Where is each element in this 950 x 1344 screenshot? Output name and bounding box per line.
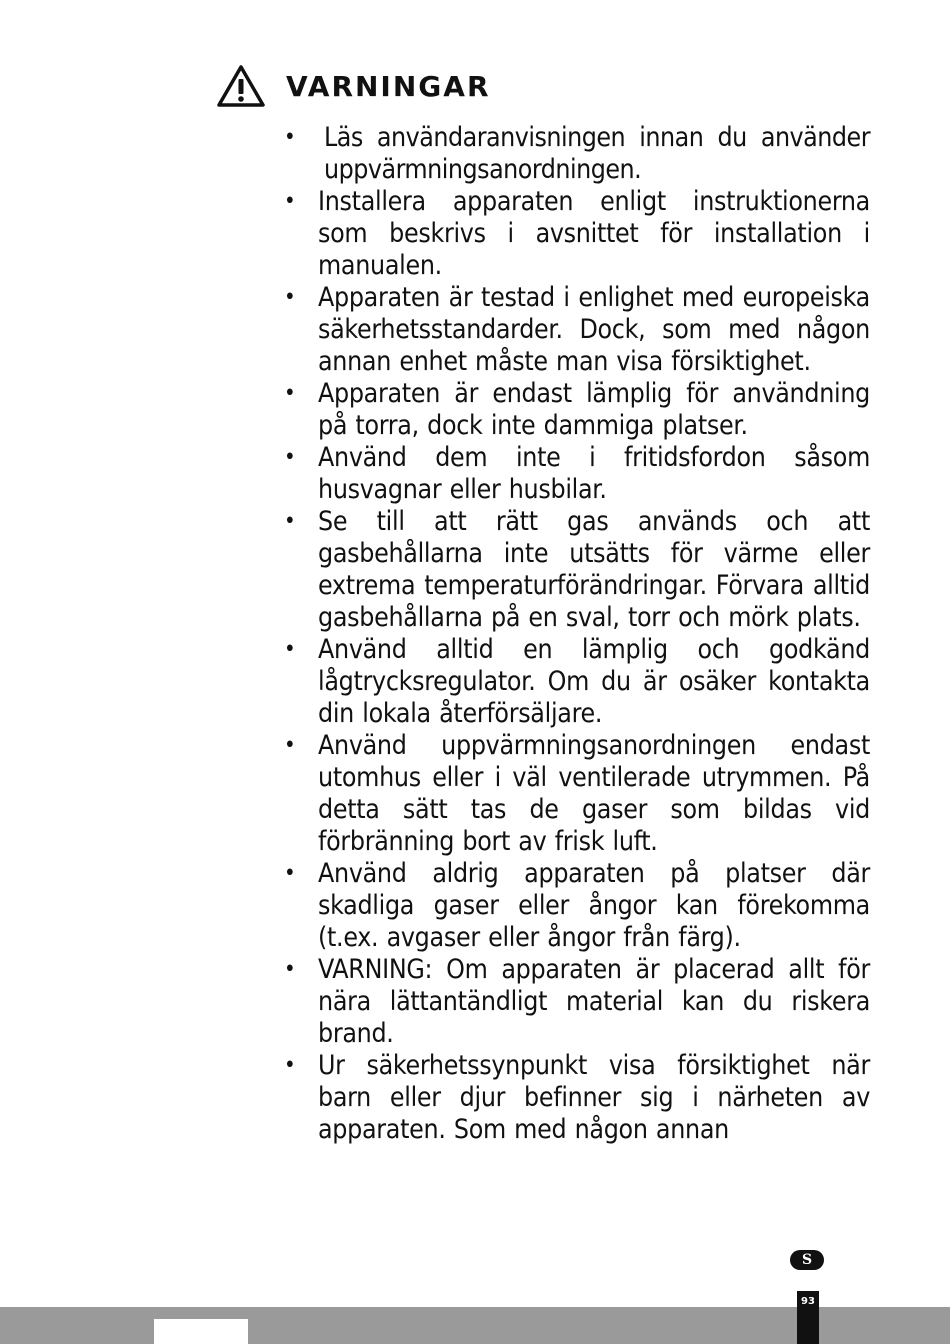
bullet-icon: •	[284, 381, 296, 406]
language-badge: S	[790, 1250, 824, 1270]
warning-text: Apparaten är testad i enlighet med europeiska säkerhetsstandarder. Dock, som med någon annan enhet måste man visa försiktighet.	[318, 282, 870, 377]
warning-item	[284, 858, 870, 954]
warning-text: Använd aldrig apparaten på platser där skadliga gaser eller ångor kan förekomma (t.ex. avgaser eller ångor från färg).	[318, 858, 870, 953]
warning-text: Installera apparaten enligt instruktionerna som beskrivs i avsnittet för installation i manualen.	[318, 186, 870, 281]
warning-item	[284, 282, 870, 378]
warning-item	[284, 186, 870, 282]
warning-text: Använd dem inte i fritidsfordon såsom husvagnar eller husbilar.	[318, 442, 870, 505]
footer-marker	[154, 1319, 248, 1344]
page-title: VARNINGAR	[286, 69, 491, 103]
bullet-icon: •	[284, 957, 296, 982]
warning-item	[284, 730, 870, 858]
bullet-icon: •	[284, 189, 296, 214]
warning-item	[284, 442, 870, 506]
warning-text: Se till att rätt gas används och att gasbehållarna inte utsätts för värme eller extrema temperaturförändringar. Förvara alltid gasbehållarna på en sval, torr och mörk plats.	[318, 506, 870, 633]
warning-item	[284, 1050, 870, 1146]
warning-text: Ur säkerhetssynpunkt visa försiktighet när barn eller djur befinner sig i närheten av apparaten. Som med någon annan	[318, 1050, 870, 1145]
bullet-icon: •	[284, 733, 296, 758]
warning-text: Läs användaranvisningen innan du använder uppvärmningsanordningen.	[324, 122, 870, 185]
warning-item	[284, 954, 870, 1050]
warning-text: Apparaten är endast lämplig för användning på torra, dock inte dammiga platser.	[318, 378, 870, 441]
warning-item	[284, 122, 870, 186]
warning-text: Använd alltid en lämplig och godkänd lågtrycksregulator. Om du är osäker kontakta din lokala återförsäljare.	[318, 634, 870, 729]
page-number: 93	[797, 1291, 819, 1344]
bullet-icon: •	[284, 637, 296, 662]
bullet-icon: •	[284, 285, 296, 310]
warning-item	[284, 378, 870, 442]
bullet-icon: •	[284, 509, 296, 534]
warning-text: VARNING: Om apparaten är placerad allt för nära lättantändligt material kan du riskera brand.	[318, 954, 870, 1049]
warning-text: Använd uppvärmningsanordningen endast utomhus eller i väl ventilerade utrymmen. På detta sätt tas de gaser som bildas vid förbränning bort av frisk luft.	[318, 730, 870, 857]
bullet-icon: •	[284, 1053, 296, 1078]
bullet-icon: •	[284, 861, 296, 886]
warning-item	[284, 634, 870, 730]
warning-list	[284, 122, 870, 1146]
bullet-icon: •	[284, 445, 296, 470]
warning-triangle-icon	[216, 64, 266, 108]
warning-item	[284, 506, 870, 634]
section-heading	[216, 64, 491, 108]
bullet-icon: •	[284, 125, 296, 150]
